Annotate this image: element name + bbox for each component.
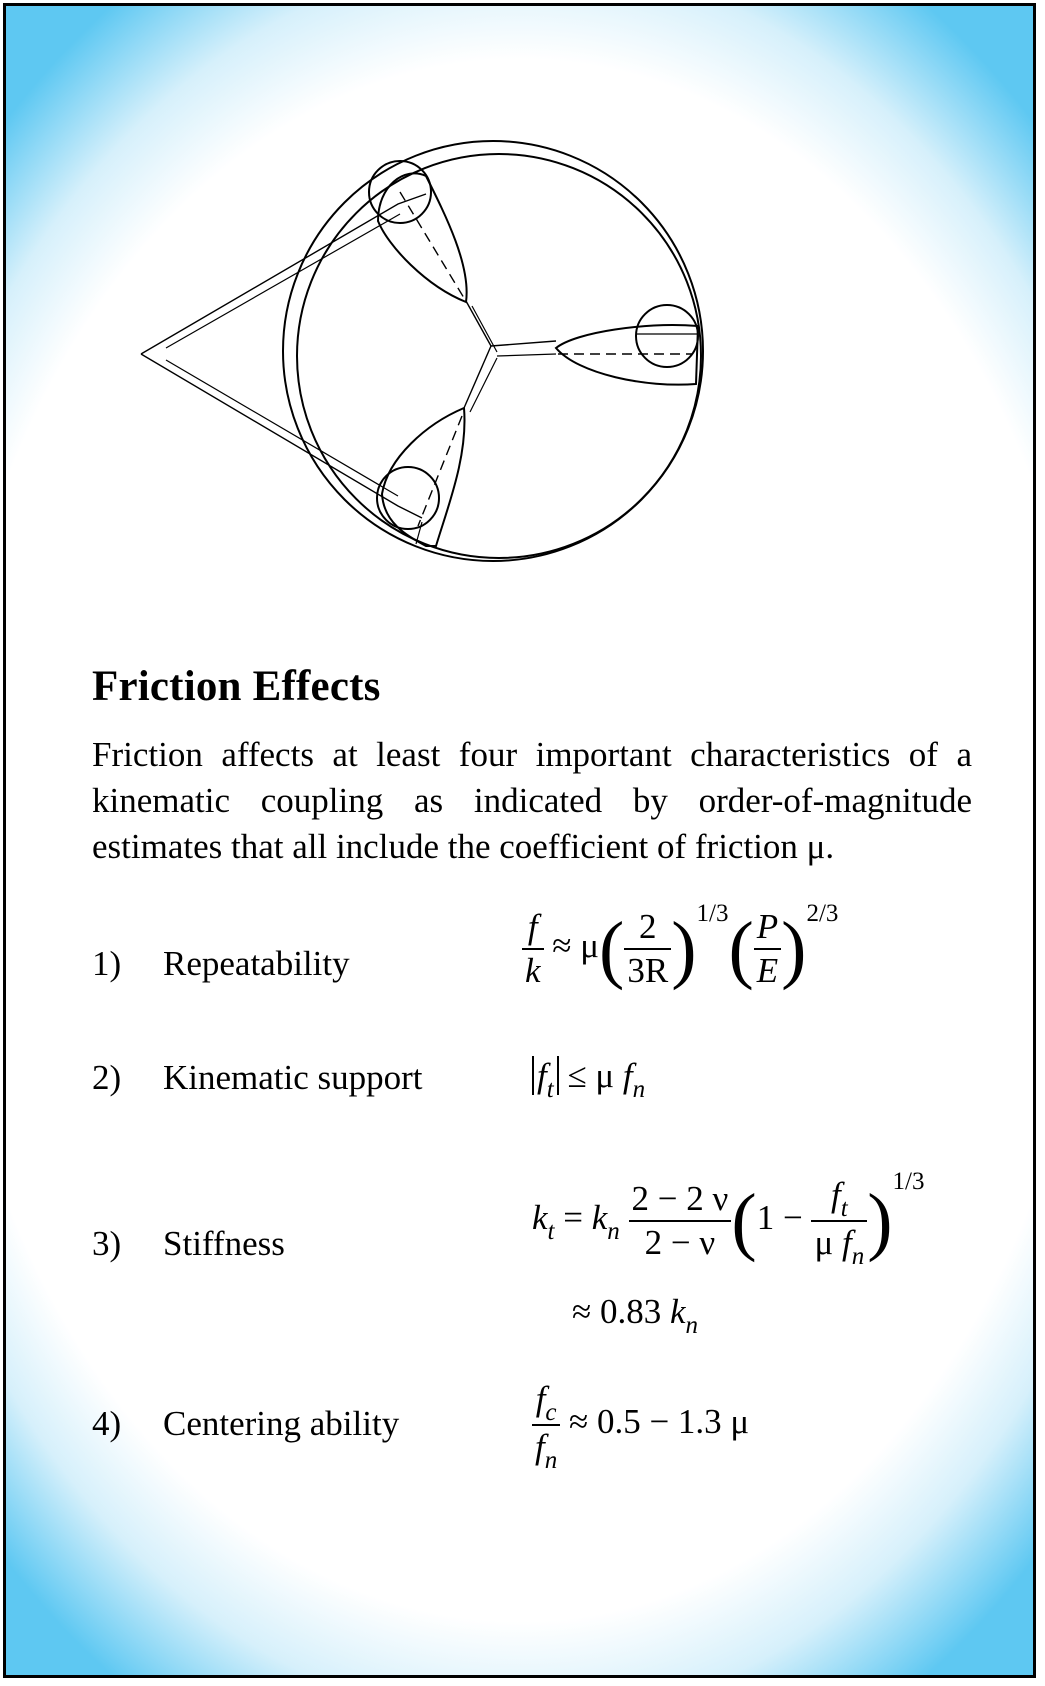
item-label-repeatability: Repeatability [163, 944, 350, 983]
equation-centering: $\frac{f_c}{f_n}$ ≈ 0.5 − 1.3 μ [532, 1378, 749, 1472]
groove-line-2b [497, 354, 556, 356]
equation-stiffness-approx: ≈ 0.83 $k_n$ [572, 1292, 699, 1339]
item-number: 2) [92, 1058, 122, 1097]
kinematic-coupling-diagram [126, 126, 766, 616]
equation-repeatability: $\frac{f}{k}$ ≈ μ( $\frac{2}{3R}$ )$^{1/3}$( $\frac{P}{E}$ )$^{2/3}$ [522, 906, 838, 992]
item-number: 4) [92, 1404, 122, 1443]
groove-line-1 [466, 301, 491, 346]
item-label-stiffness: Stiffness [163, 1224, 285, 1263]
item-label-kinematic-support: Kinematic support [163, 1058, 423, 1097]
equation-support: $f_t \le \mu$ $f_n$ [532, 1056, 645, 1096]
item-label-centering-ability: Centering ability [163, 1404, 400, 1443]
groove-line-1b [472, 306, 497, 352]
item-number: 1) [92, 944, 122, 983]
groove-top [378, 173, 467, 302]
intro-paragraph: Friction affects at least four important characteristics of a kinematic coupling as indicated by order-of-magnitude estimates that all include the coefficient of friction μ. [92, 735, 972, 866]
section-heading: Friction Effects [92, 663, 381, 710]
frame-line-upper-inner [166, 214, 400, 348]
frame-line-lower [141, 354, 422, 518]
equation-stiffness: $k_t = k_n$ $\frac{2 - 2 \nu}{2 - \nu}$ (1 − $\frac{f_t}{\mu f_n}$ )$^{1/3}$ [532, 1168, 925, 1270]
frame-line-lower-inner [166, 360, 398, 496]
item-number: 3) [92, 1224, 122, 1263]
ball-right [636, 305, 698, 367]
slide-card [3, 3, 1036, 1678]
groove-line-2 [491, 341, 556, 346]
